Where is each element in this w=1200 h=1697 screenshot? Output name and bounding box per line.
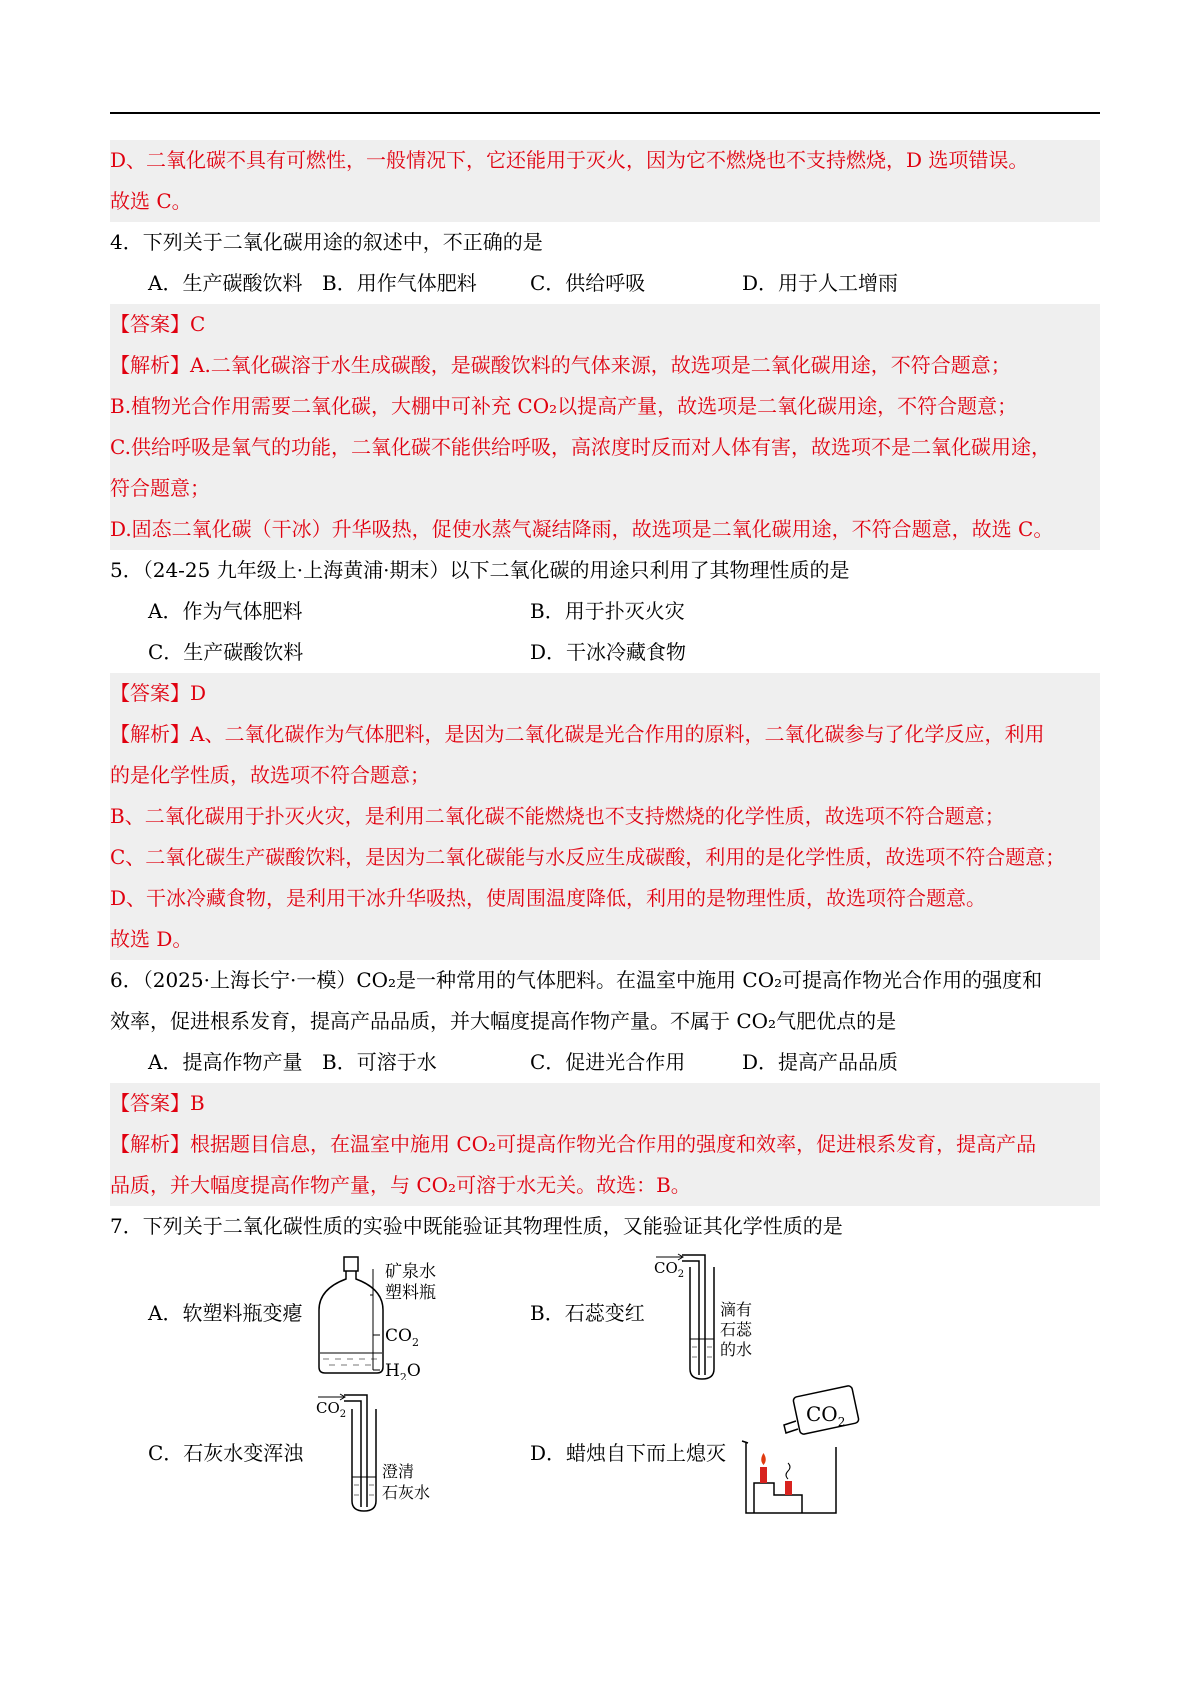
q5-stem: 5．（24-25 九年级上·上海黄浦·期末）以下二氧化碳的用途只利用了其物理性质的是	[110, 558, 850, 582]
q4-analysis-line: B.植物光合作用需要二氧化碳，大棚中可补充 CO₂以提高产量，故选项是二氧化碳用途，不符合题意；	[110, 394, 1018, 418]
q6-options	[110, 1042, 1100, 1083]
q7-stem: 7．下列关于二氧化碳性质的实验中既能验证其物理性质，又能验证其化学性质的是	[110, 1214, 843, 1238]
q6-option-d: D．提高产品品质	[742, 1050, 899, 1074]
q4-analysis-line: D.固态二氧化碳（干冰）升华吸热，促使水蒸气凝结降雨，故选项是二氧化碳用途，不符合题意，故选 C。	[110, 517, 1054, 541]
q6-answer: 【答案】B	[110, 1091, 205, 1115]
q4-analysis-line: 【解析】A.二氧化碳溶于水生成碳酸，是碳酸饮料的气体来源，故选项是二氧化碳用途，不符合题意；	[110, 353, 1011, 377]
litmus-test-tube-figure	[652, 1247, 772, 1382]
q4-option-a: A．生产碳酸饮料	[148, 271, 303, 295]
h2o-label: $H_2O$	[385, 1361, 421, 1380]
co2-bottle-label: $CO_2$	[806, 1402, 846, 1429]
q5-conclusion: 故选 D。	[110, 927, 193, 951]
q5-options-row1	[110, 591, 1100, 632]
q4-answer: 【答案】C	[110, 312, 206, 336]
q4-option-c: C．供给呼吸	[530, 271, 646, 295]
q6-option-b: B．可溶于水	[322, 1050, 437, 1074]
header-rule	[110, 112, 1100, 114]
q6-analysis-line: 【解析】根据题目信息，在温室中施用 CO₂可提高作物光合作用的强度和效率，促进根系发育，提高产品	[110, 1132, 1037, 1156]
q4-option-b: B．用作气体肥料	[322, 271, 477, 295]
q6-stem-line: 效率，促进根系发育，提高产品品质，并大幅度提高作物产量。不属于 CO₂气肥优点的是	[110, 1009, 897, 1033]
co2-inlet-label: $CO_2$	[654, 1259, 685, 1280]
q5-options-row2	[110, 632, 1100, 673]
q4-option-d: D．用于人工增雨	[742, 271, 899, 295]
q5-answer: 【答案】D	[110, 681, 207, 705]
prev-conclusion: 故选 C。	[110, 189, 192, 213]
q5-analysis-line: 的是化学性质，故选项不符合题意；	[110, 763, 430, 787]
document-body	[110, 140, 1100, 1535]
q5-analysis-line: 【解析】A、二氧化碳作为气体肥料，是因为二氧化碳是光合作用的原料，二氧化碳参与了化学反应，利用	[110, 722, 1045, 746]
q5-option-a: A．作为气体肥料	[148, 599, 303, 623]
plastic-bottle-figure	[315, 1255, 485, 1380]
q5-analysis-line: C、二氧化碳生产碳酸饮料，是因为二氧化碳能与水反应生成碳酸，利用的是化学性质，故选项不符合题意；	[110, 845, 1066, 869]
q4-options	[110, 263, 1100, 304]
limewater-test-tube-figure	[310, 1387, 470, 1517]
q5-analysis-line: D、干冰冷藏食物，是利用干冰升华吸热，使周围温度降低，利用的是物理性质，故选项符合题意。	[110, 886, 987, 910]
q6-answer-block	[110, 1083, 1100, 1206]
co2-label: $CO_2$	[385, 1326, 419, 1349]
q5-analysis-line: B、二氧化碳用于扑灭火灾，是利用二氧化碳不能燃烧也不支持燃烧的化学性质，故选项不符合题意；	[110, 804, 1005, 828]
q4-analysis-line: C.供给呼吸是氧气的功能，二氧化碳不能供给呼吸，高浓度时反而对人体有害，故选项不是二氧化碳用途，	[110, 435, 1051, 459]
q7-option-b: B．石蕊变红	[530, 1301, 645, 1325]
litmus-label-1: 滴有	[720, 1300, 753, 1319]
bottle-label-2: 塑料瓶	[385, 1283, 436, 1303]
q5-answer-block	[110, 673, 1100, 960]
q4-analysis-line: 符合题意；	[110, 476, 210, 500]
q5-option-c: C．生产碳酸饮料	[148, 640, 304, 664]
q6-stem-line: 6．（2025·上海长宁·一模）CO₂是一种常用的气体肥料。在温室中施用 CO₂可提高作物光合作用的强度和	[110, 968, 1043, 992]
q5-option-d: D．干冰冷藏食物	[530, 640, 687, 664]
q6-option-c: C．促进光合作用	[530, 1050, 686, 1074]
q4-stem: 4．下列关于二氧化碳用途的叙述中，不正确的是	[110, 230, 543, 254]
q7-option-c: C．石灰水变浑浊	[148, 1441, 304, 1465]
q4-answer-block	[110, 304, 1100, 550]
q7-figures-row1	[110, 1247, 1100, 1385]
q7-figures-row2	[110, 1385, 1100, 1535]
litmus-label-3: 的水	[720, 1340, 753, 1359]
q6-analysis-line: 品质，并大幅度提高作物产量，与 CO₂可溶于水无关。故选：B。	[110, 1173, 691, 1197]
litmus-label-2: 石蕊	[720, 1320, 753, 1339]
limewater-label-2: 石灰水	[382, 1483, 431, 1502]
q5-option-b: B．用于扑灭火灾	[530, 599, 685, 623]
candle-beaker-figure	[740, 1385, 880, 1520]
limewater-label-1: 澄清	[382, 1462, 415, 1481]
prev-analysis-block	[110, 140, 1100, 222]
q7-option-d: D．蜡烛自下而上熄灭	[530, 1441, 727, 1465]
bottle-label-1: 矿泉水	[385, 1262, 436, 1282]
q6-option-a: A．提高作物产量	[148, 1050, 303, 1074]
prev-analysis-line: D、二氧化碳不具有可燃性，一般情况下，它还能用于灭火，因为它不燃烧也不支持燃烧，D 选项错误。	[110, 148, 1029, 172]
co2-inlet-label: $CO_2$	[316, 1399, 347, 1420]
q7-option-a: A．软塑料瓶变瘪	[148, 1301, 303, 1325]
